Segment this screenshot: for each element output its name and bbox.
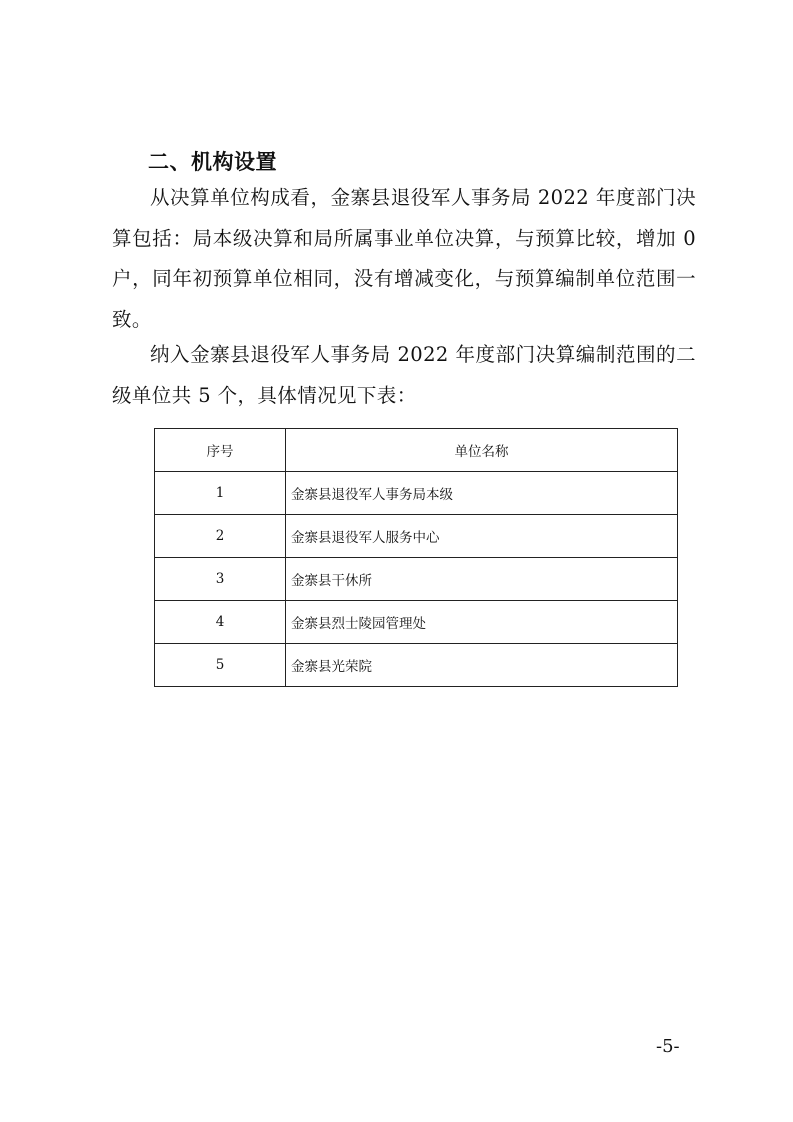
- table-row: [155, 558, 678, 601]
- paragraph-scope: 从决算单位构成看，金寨县退役军人事务局 2022 年度部门决算包括：局本级决算和局所属事业单位决算，与预算比较，增加 0 户，同年初预算单位相同，没有增减变化，与预算编制单位范围一致。: [112, 186, 696, 331]
- header-serial-number: 序号: [155, 429, 286, 472]
- page-number: -5-: [656, 1036, 680, 1057]
- table-row: [155, 644, 678, 687]
- row-unit-name: 金寨县烈士陵园管理处: [286, 601, 678, 644]
- section-heading: 二、机构设置: [148, 150, 277, 174]
- table-row: [155, 601, 678, 644]
- header-unit-name: 单位名称: [286, 429, 678, 472]
- row-serial-number: 1: [155, 472, 286, 515]
- units-table: [154, 428, 678, 687]
- paragraph-units-intro: 纳入金寨县退役军人事务局 2022 年度部门决算编制范围的二级单位共 5 个，具体情况见下表：: [112, 343, 696, 407]
- row-unit-name: 金寨县干休所: [286, 558, 678, 601]
- table-row: [155, 472, 678, 515]
- table-row: [155, 515, 678, 558]
- row-unit-name: 金寨县光荣院: [286, 644, 678, 687]
- row-unit-name: 金寨县退役军人事务局本级: [286, 472, 678, 515]
- table-header-row: [155, 429, 678, 472]
- row-serial-number: 5: [155, 644, 286, 687]
- row-serial-number: 2: [155, 515, 286, 558]
- row-unit-name: 金寨县退役军人服务中心: [286, 515, 678, 558]
- row-serial-number: 4: [155, 601, 286, 644]
- row-serial-number: 3: [155, 558, 286, 601]
